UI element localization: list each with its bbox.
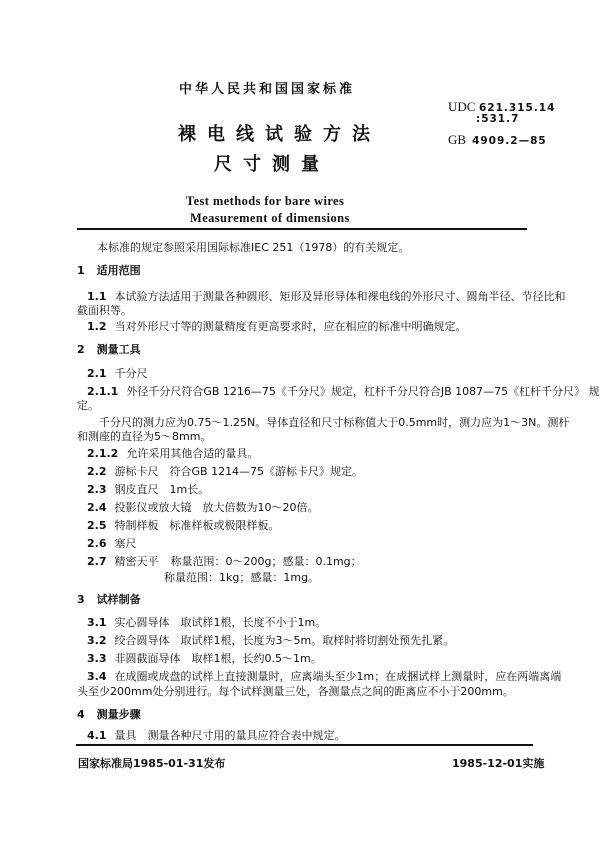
issue-date: 国家标准局1985-01-31发布 bbox=[78, 757, 226, 770]
item-3-2: 3.2 绞合圆导体 取试样1根，长度为3～5m。取样时将切割处预先扎紧。 bbox=[87, 634, 455, 647]
item-1-2: 1.2 当对外形尺寸等的测量精度有更高要求时，应在相应的标准中明确规定。 bbox=[87, 320, 467, 333]
item-2-1-1: 2.1.1 外径千分尺符合GB 1216—75《千分尺》规定，杠杆千分尺符合JB 1087—75《杠杆千分尺》 规 bbox=[87, 385, 600, 398]
item-1-1: 1.1 本试验方法适用于测量各种圆形、矩形及异形导体和裸电线的外形尺寸、圆角半径、节径比和 bbox=[87, 290, 566, 303]
item-2-3: 2.3 钢皮直尺 1m长。 bbox=[87, 483, 210, 496]
title-en-line2: Measurement of dimensions bbox=[190, 211, 350, 225]
item-2-4: 2.4 投影仪或放大镜 放大倍数为10～20倍。 bbox=[87, 501, 319, 514]
item-3-1: 3.1 实心圆导体 取试样1根，长度不小于1m。 bbox=[87, 616, 327, 629]
title-cn-line1: 裸电线试验方法 bbox=[178, 124, 381, 145]
item-3-4: 3.4 在成圈或成盘的试样上直接测量时，应离端头至少1m；在成捆试样上测量时，应在两端离端 bbox=[87, 670, 562, 683]
header-divider bbox=[77, 228, 527, 230]
title-cn-line2: 尺寸测量 bbox=[214, 154, 330, 175]
section-4-heading: 4 测量步骤 bbox=[77, 708, 141, 721]
item-2-1-1-cont: 定。 bbox=[77, 399, 99, 412]
item-1-1-cont: 截面积等。 bbox=[77, 304, 132, 317]
udc-label: UDC bbox=[448, 99, 476, 114]
item-2-5: 2.5 特制样板 标准样板或极限样板。 bbox=[87, 519, 280, 532]
item-2-7: 2.7 精密天平 称量范围：0～200g；感量：0.1mg； bbox=[87, 555, 362, 568]
footer-divider bbox=[76, 744, 533, 746]
section-1-heading: 1 适用范围 bbox=[77, 264, 141, 277]
udc-number-2: :531.7 bbox=[476, 113, 520, 125]
item-4-1: 4.1 量具 测量各种尺寸用的量具应符合表中规定。 bbox=[87, 729, 346, 742]
gb-label: GB bbox=[448, 132, 467, 147]
effective-date: 1985-12-01实施 bbox=[452, 757, 545, 770]
item-2-7-cont: 称量范围：1kg；感量：1mg。 bbox=[164, 571, 320, 584]
section-2-heading: 2 测量工具 bbox=[77, 343, 141, 356]
item-2-2: 2.2 游标卡尺 符合GB 1214—75《游标卡尺》规定。 bbox=[87, 465, 364, 478]
gb-code bbox=[448, 132, 547, 148]
item-2-1-2: 2.1.2 允许采用其他合适的量具。 bbox=[87, 447, 259, 460]
paragraph-measuring-force: 千分尺的测力应为0.75～1.25N。导体直径和尺寸标称值大于0.5mm时，测力应为1～3N。测杆 bbox=[99, 416, 570, 429]
item-2-6: 2.6 塞尺 bbox=[87, 537, 137, 550]
issuing-standard-name: 中华人民共和国国家标准 bbox=[179, 82, 356, 97]
gb-number: 4909.2—85 bbox=[472, 135, 547, 147]
item-3-4-cont: 头至少200mm处分别进行。每个试样测量三处，各测量点之间的距离应不小于200mm。 bbox=[77, 685, 514, 698]
paragraph-measuring-force-cont: 和测座的直径为5～8mm。 bbox=[77, 430, 212, 443]
title-en-line1: Test methods for bare wires bbox=[186, 194, 345, 208]
item-3-3: 3.3 非圆截面导体 取样1根，长约0.5～1m。 bbox=[87, 652, 322, 665]
intro-text: 本标准的规定参照采用国际标准IEC 251（1978）的有关规定。 bbox=[97, 241, 410, 254]
udc-number: 621.315.14 bbox=[478, 102, 556, 114]
section-3-heading: 3 试样制备 bbox=[77, 593, 141, 606]
item-2-1: 2.1 千分尺 bbox=[87, 367, 148, 380]
